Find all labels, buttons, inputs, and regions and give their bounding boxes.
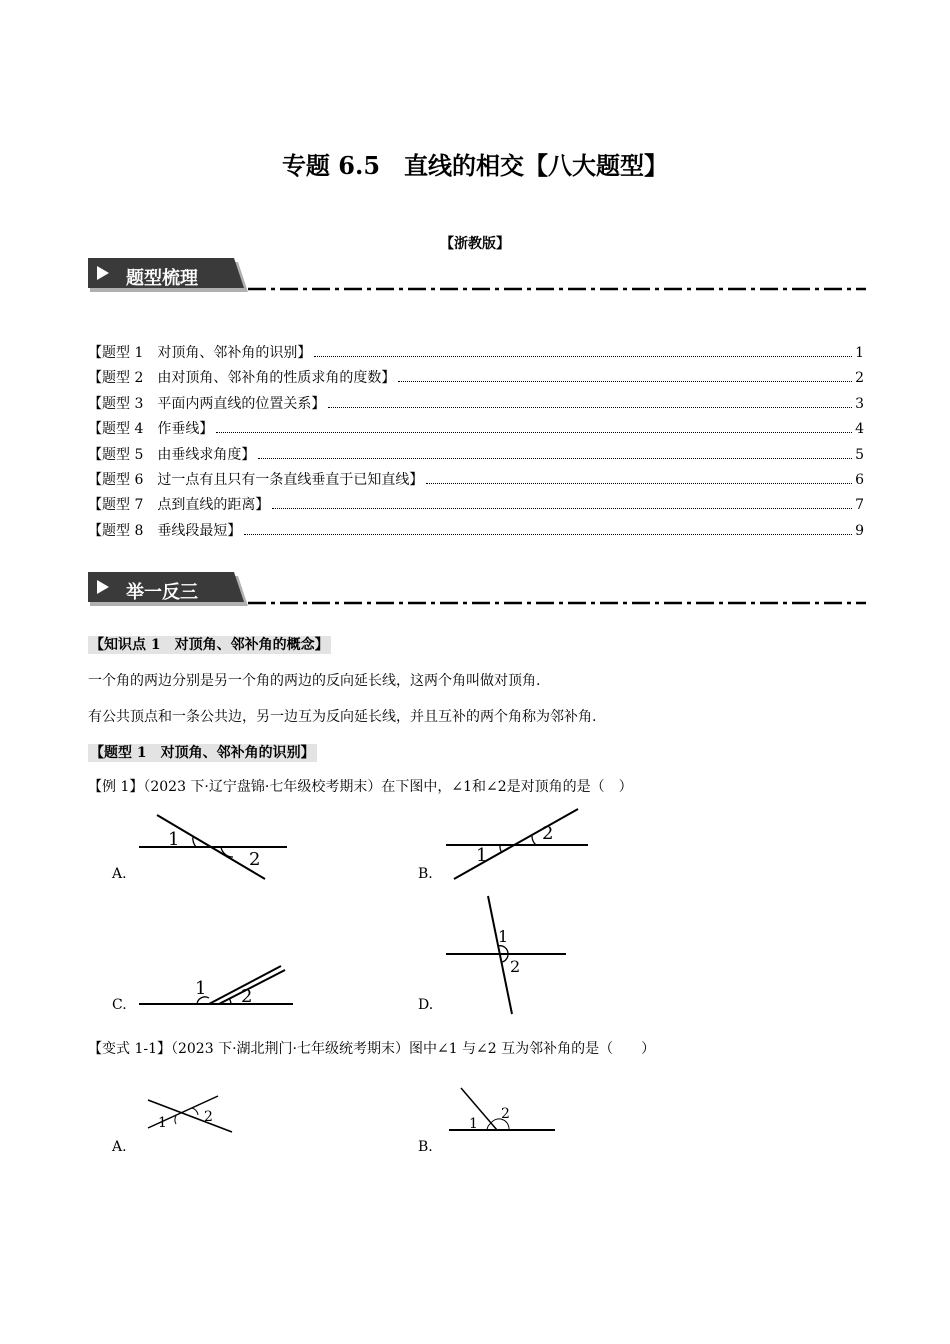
knowledge-heading: 【知识点 1 对顶角、邻补角的概念】 <box>90 637 329 653</box>
example1-figure-a <box>135 805 295 885</box>
practice-banner <box>88 572 868 612</box>
svg-text:1: 1 <box>469 1116 478 1132</box>
example1-figure-b <box>440 805 600 885</box>
variant-option-a-label[interactable]: A. <box>112 1139 127 1155</box>
example1-figure-c <box>135 960 300 1015</box>
svg-text:2: 2 <box>510 957 521 976</box>
page-title: 专题 6.5 直线的相交【八大题型】 <box>281 151 669 180</box>
edition-label: 【浙教版】 <box>440 236 510 252</box>
toc-item[interactable]: 【题型 6 过一点有且只有一条直线垂直于已知直线】 6 <box>88 471 864 488</box>
toc-item[interactable]: 【题型 5 由垂线求角度】 5 <box>88 446 864 463</box>
toc-item[interactable]: 【题型 8 垂线段最短】 9 <box>88 522 864 539</box>
toc-item[interactable]: 【题型 7 点到直线的距离】 7 <box>88 497 864 514</box>
knowledge-line: 有公共顶点和一条公共边，另一边互为反向延长线，并且互补的两个角称为邻补角. <box>88 709 597 725</box>
option-b-label[interactable]: B. <box>418 866 433 882</box>
svg-text:1: 1 <box>476 845 488 866</box>
svg-text:1: 1 <box>168 829 180 850</box>
variant1-figure-b <box>445 1082 560 1137</box>
toc-item[interactable]: 【题型 2 由对顶角、邻补角的性质求角的度数】 2 <box>88 370 864 387</box>
variant-option-b-label[interactable]: B. <box>418 1139 433 1155</box>
knowledge-line: 一个角的两边分别是另一个角的两边的反向延长线，这两个角叫做对顶角. <box>88 673 541 689</box>
svg-text:2: 2 <box>241 986 253 1007</box>
option-d-label[interactable]: D. <box>418 997 434 1013</box>
svg-text:1: 1 <box>195 978 207 999</box>
svg-text:2: 2 <box>204 1109 213 1125</box>
example1-question: 【例 1】（2023 下·辽宁盘锦·七年级校考期末）在下图中，∠1和∠2是对顶角的是（ ） <box>88 779 633 795</box>
type1-heading: 【题型 1 对顶角、邻补角的识别】 <box>90 745 315 761</box>
example1-figure-d <box>440 890 575 1020</box>
toc-item[interactable]: 【题型 1 对顶角、邻补角的识别】 1 <box>88 345 864 361</box>
toc-item[interactable]: 【题型 3 平面内两直线的位置关系】 3 <box>88 395 864 412</box>
variant1-question: 【变式 1-1】（2023 下·湖北荆门·七年级统考期末）图中∠1 与∠2 互为邻补角的是（ ） <box>88 1041 656 1057</box>
catalog-banner <box>88 258 868 298</box>
svg-text:2: 2 <box>501 1106 510 1122</box>
svg-text:1: 1 <box>158 1115 167 1131</box>
option-a-label[interactable]: A. <box>112 866 127 882</box>
banner-shape <box>88 572 868 612</box>
catalog-banner-label: 题型梳理 <box>126 268 198 289</box>
practice-banner-label: 举一反三 <box>126 582 198 603</box>
option-c-label[interactable]: C. <box>112 997 127 1013</box>
variant1-figure-a <box>140 1090 240 1140</box>
svg-text:2: 2 <box>542 823 554 844</box>
toc-item[interactable]: 【题型 4 作垂线】 4 <box>88 421 864 438</box>
svg-text:2: 2 <box>249 849 261 870</box>
svg-text:1: 1 <box>498 927 509 946</box>
banner-shape <box>88 258 868 298</box>
table-of-contents <box>88 342 864 545</box>
